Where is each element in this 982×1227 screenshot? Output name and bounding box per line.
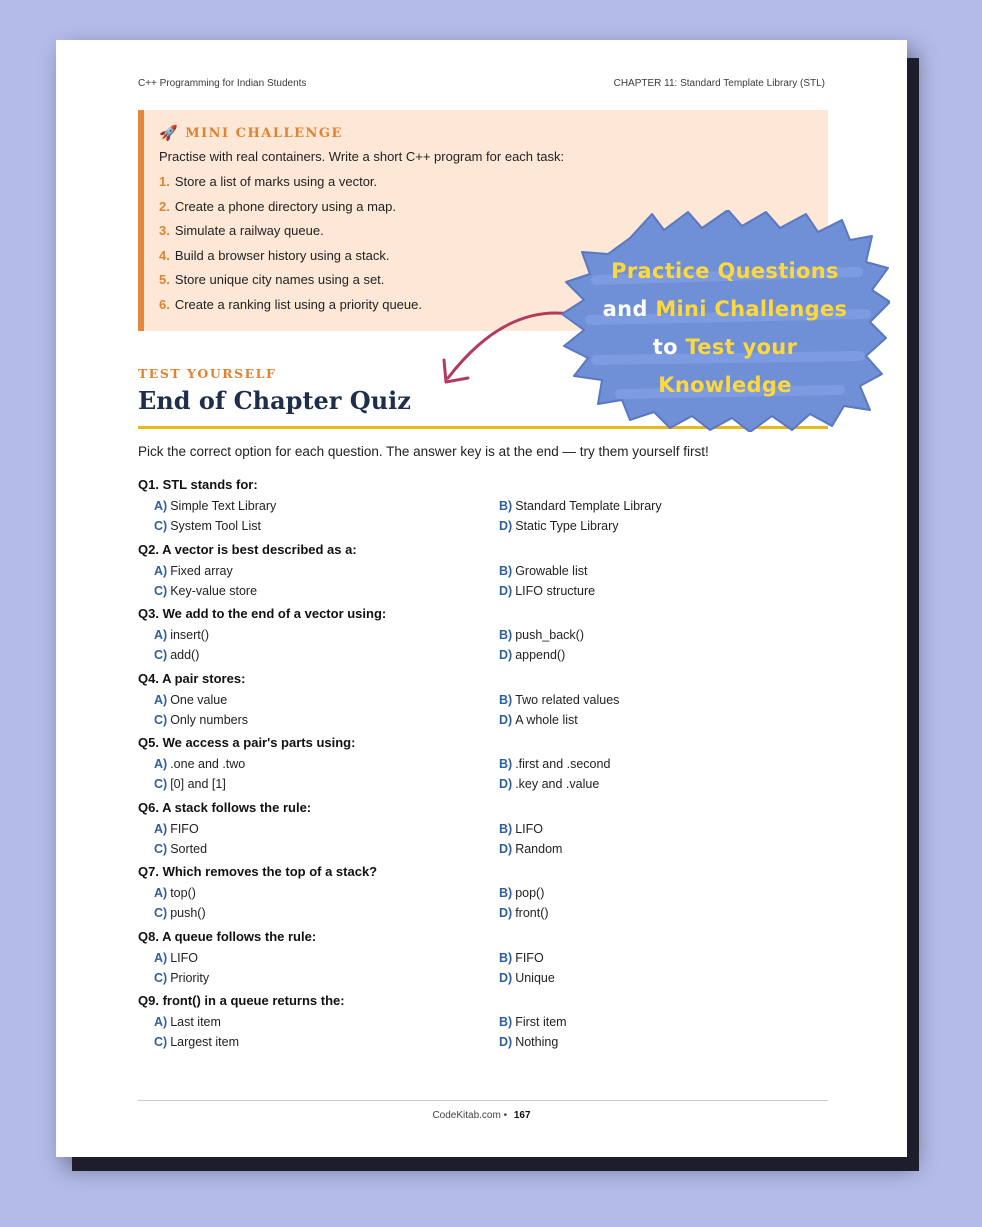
- question-title: Q5. We access a pair's parts using:: [138, 735, 356, 750]
- option-d: D) Nothing: [499, 1035, 559, 1049]
- list-item: 6. Create a ranking list using a priority queue.: [159, 296, 422, 312]
- option-d: D) Static Type Library: [499, 519, 619, 533]
- quiz-intro: Pick the correct option for each question. The answer key is at the end — try them yourself first!: [138, 444, 709, 459]
- question: [138, 539, 828, 601]
- curved-arrow-icon: [430, 300, 580, 390]
- list-item: 2. Create a phone directory using a map.: [159, 198, 396, 214]
- option-c: C) Sorted: [154, 841, 208, 856]
- footer-divider: [138, 1100, 828, 1101]
- option-a: A) Last item: [154, 1015, 221, 1029]
- option-a: A) Simple Text Library: [154, 499, 277, 513]
- question-title: Q2. A vector is best described as a:: [138, 541, 357, 557]
- question-list: [138, 474, 828, 1055]
- option-c: C) add(): [154, 648, 200, 662]
- book-page: [56, 40, 907, 1157]
- mini-challenge-title: MINI CHALLENGE: [185, 125, 343, 141]
- running-head: [138, 78, 825, 89]
- option-d: D) front(): [499, 906, 549, 920]
- test-yourself-label: TEST YOURSELF: [138, 366, 277, 381]
- question-title: Q3. We add to the end of a vector using:: [138, 606, 387, 621]
- option-a: A) insert(): [154, 628, 210, 642]
- list-item: 3. Simulate a railway queue.: [159, 223, 324, 238]
- option-c: C) [0] and [1]: [154, 777, 226, 791]
- rocket-icon: 🚀: [159, 124, 180, 142]
- mini-challenge-heading: [159, 124, 810, 142]
- question: [138, 668, 828, 730]
- annotation-callout: [560, 210, 890, 432]
- option-c: C) Largest item: [154, 1035, 239, 1049]
- option-b: B) Standard Template Library: [499, 499, 662, 513]
- question-title: Q9. front() in a queue returns the:: [138, 993, 345, 1008]
- option-d: D) append(): [499, 648, 566, 662]
- mini-challenge-intro: Practise with real containers. Write a short C++ program for each task:: [159, 149, 565, 164]
- question-title: Q7. Which removes the top of a stack?: [138, 864, 378, 879]
- option-b: B) .first and .second: [499, 757, 611, 771]
- option-d: D) Unique: [499, 970, 555, 985]
- question-title: Q1. STL stands for:: [138, 477, 258, 492]
- list-item: 4. Build a browser history using a stack.: [159, 247, 390, 263]
- option-a: A) .one and .two: [154, 757, 246, 771]
- option-b: B) First item: [499, 1015, 567, 1029]
- book-title: C++ Programming for Indian Students: [138, 78, 307, 89]
- list-item: 1. Store a list of marks using a vector.: [159, 174, 378, 189]
- question: [138, 474, 828, 536]
- question-title: Q8. A queue follows the rule:: [138, 928, 317, 944]
- option-b: B) FIFO: [499, 950, 544, 965]
- option-d: D) Random: [499, 841, 563, 856]
- page-footer: [56, 1110, 907, 1121]
- option-c: C) Priority: [154, 970, 210, 985]
- option-d: D) A whole list: [499, 712, 578, 727]
- option-b: B) Growable list: [499, 563, 588, 578]
- question: [138, 603, 828, 665]
- option-d: D) LIFO structure: [499, 583, 596, 598]
- question-title: Q4. A pair stores:: [138, 670, 246, 686]
- page-number: 167: [513, 1110, 531, 1121]
- option-d: D) .key and .value: [499, 777, 600, 791]
- option-b: B) Two related values: [499, 692, 620, 707]
- option-c: C) Key-value store: [154, 583, 258, 598]
- option-a: A) One value: [154, 692, 228, 707]
- option-b: B) push_back(): [499, 628, 584, 642]
- option-b: B) LIFO: [499, 821, 543, 836]
- chapter-title: CHAPTER 11: Standard Template Library (STL): [613, 78, 825, 89]
- option-a: A) top(): [154, 886, 196, 900]
- quiz-title: End of Chapter Quiz: [138, 386, 411, 415]
- option-a: A) LIFO: [154, 950, 198, 965]
- question: [138, 797, 828, 859]
- option-c: C) Only numbers: [154, 712, 249, 727]
- callout-text: Practice Questions and Mini Challenges to Test your Knowledge: [602, 259, 848, 397]
- list-item: 5. Store unique city names using a set.: [159, 272, 385, 287]
- question: [138, 990, 828, 1052]
- option-a: A) Fixed array: [154, 563, 233, 578]
- option-a: A) FIFO: [154, 821, 199, 836]
- question-title: Q6. A stack follows the rule:: [138, 799, 312, 815]
- question: [138, 861, 828, 923]
- option-c: C) push(): [154, 906, 206, 920]
- question: [138, 732, 828, 794]
- option-b: B) pop(): [499, 886, 545, 900]
- question: [138, 926, 828, 988]
- option-c: C) System Tool List: [154, 519, 261, 533]
- footer-site: CodeKitab.com •: [432, 1110, 508, 1121]
